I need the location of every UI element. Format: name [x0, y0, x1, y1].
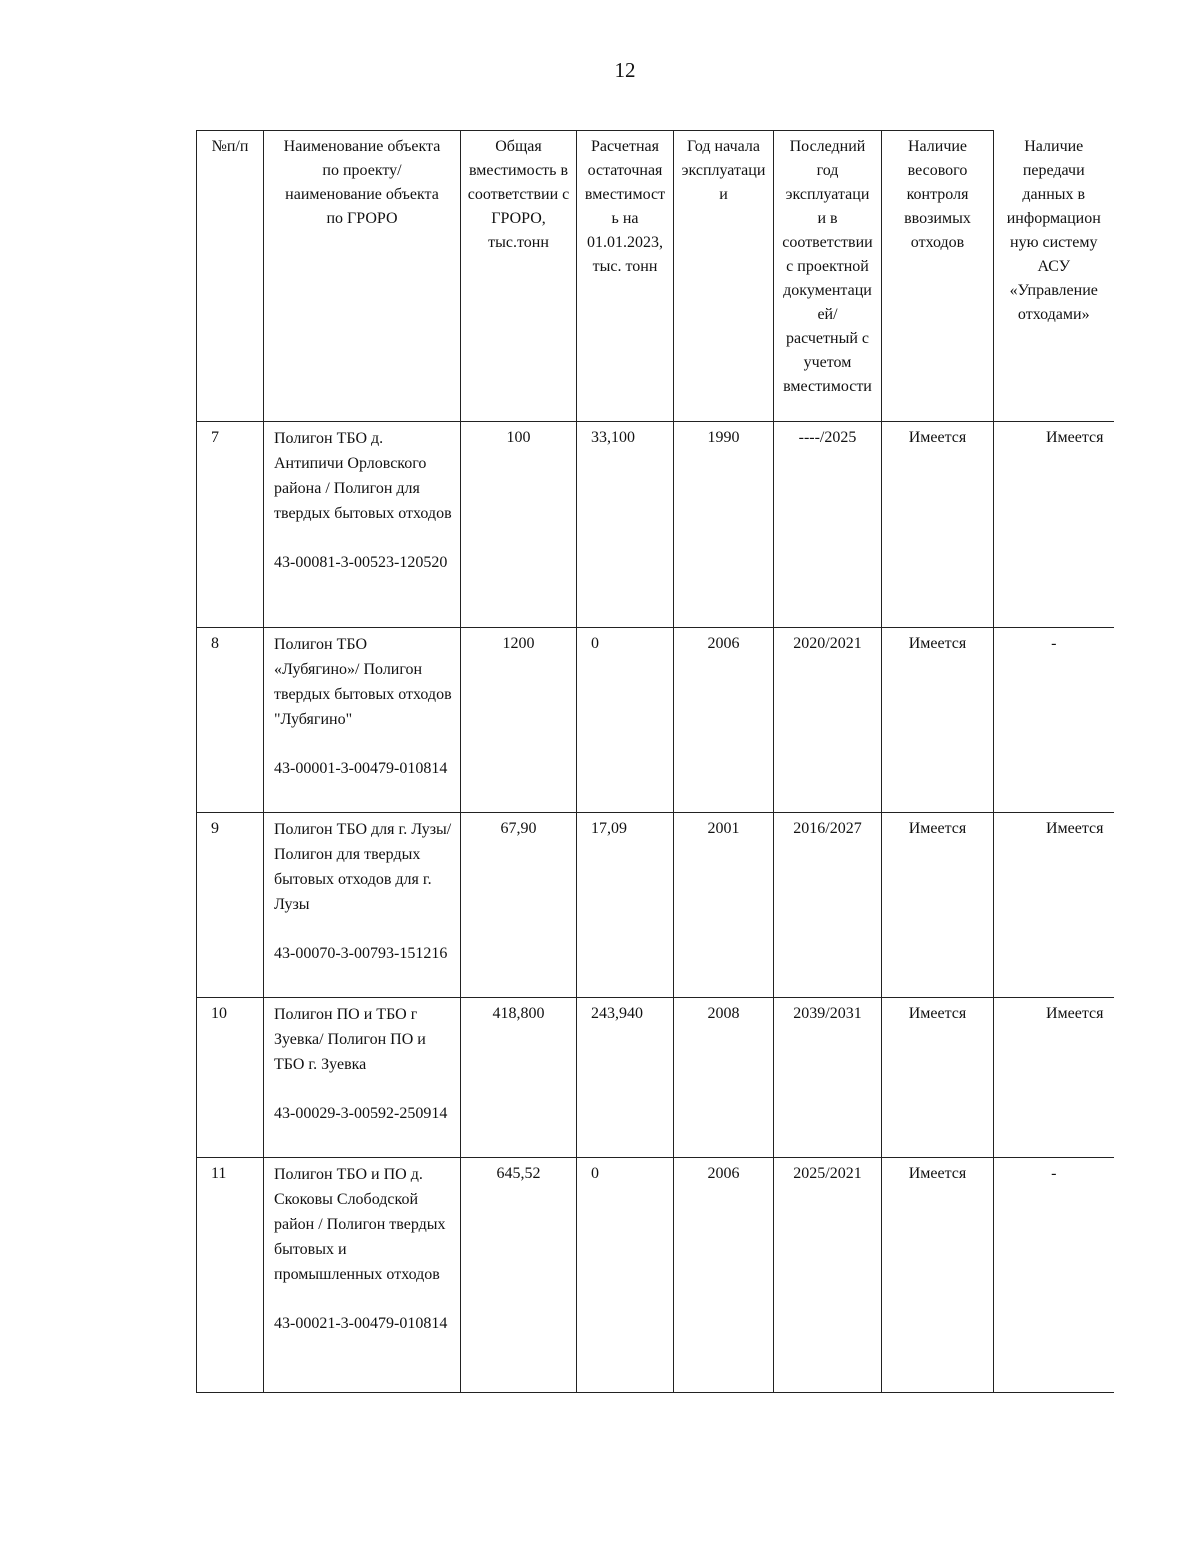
asu-transfer: Имеется	[994, 998, 1114, 1158]
start-year: 2001	[674, 813, 774, 998]
object-name	[264, 813, 461, 998]
header-line: соответствии с	[467, 186, 570, 203]
header-line: наименование объекта	[285, 186, 439, 203]
row-number: 8	[197, 628, 264, 813]
header-line: ь на	[611, 210, 639, 227]
object-name	[264, 628, 461, 813]
header-line: Последний	[789, 138, 866, 155]
weight-control: Имеется	[882, 813, 994, 998]
header-line: Общая	[495, 138, 542, 155]
header-line: по проекту/	[322, 162, 402, 179]
header-cell-weight-control	[882, 131, 994, 422]
last-year: 2020/2021	[774, 628, 882, 813]
object-name	[264, 1158, 461, 1393]
header-cell-capacity	[461, 131, 577, 422]
header-cell-start-year	[674, 131, 774, 422]
remaining-capacity: 243,940	[577, 998, 674, 1158]
table-row	[197, 422, 1114, 628]
registry-code: 43-00001-3-00479-010814	[274, 760, 448, 777]
header-cell-asu-transfer	[994, 131, 1114, 422]
header-line: ную систему	[1010, 233, 1098, 251]
header-line: тыс.тонн	[488, 234, 549, 251]
total-capacity: 67,90	[461, 813, 577, 998]
table-row	[197, 628, 1114, 813]
header-line: эксплуатаци	[681, 162, 766, 179]
header-line: документаци	[783, 282, 872, 299]
weight-control: Имеется	[882, 1158, 994, 1393]
header-line: вместимость в	[468, 162, 569, 179]
header-line: ей/	[817, 306, 838, 323]
header-line: передачи	[1022, 161, 1085, 179]
header-line: весового	[907, 162, 968, 179]
header-line: АСУ	[1037, 257, 1071, 275]
remaining-capacity: 0	[577, 1158, 674, 1393]
header-line: Год начала	[687, 138, 760, 155]
asu-transfer: -	[994, 628, 1114, 813]
header-line: учетом	[803, 354, 852, 371]
object-name	[264, 998, 461, 1158]
last-year: ----/2025	[774, 422, 882, 628]
weight-control: Имеется	[882, 422, 994, 628]
header-line: и	[719, 186, 728, 203]
weight-control: Имеется	[882, 998, 994, 1158]
last-year: 2016/2027	[774, 813, 882, 998]
header-line: вместимости	[783, 378, 872, 395]
landfill-table	[196, 130, 1114, 1393]
table-row	[197, 998, 1114, 1158]
header-line: год	[816, 162, 839, 179]
start-year: 2006	[674, 1158, 774, 1393]
object-name	[264, 422, 461, 628]
header-cell-number	[197, 131, 264, 422]
start-year: 1990	[674, 422, 774, 628]
header-line: с проектной	[786, 258, 869, 275]
header-cell-last-year	[774, 131, 882, 422]
header-line: отходов	[910, 234, 965, 251]
weight-control: Имеется	[882, 628, 994, 813]
registry-code: 43-00029-3-00592-250914	[274, 1105, 448, 1122]
last-year: 2025/2021	[774, 1158, 882, 1393]
header-line: Наличие	[1024, 137, 1084, 155]
total-capacity: 418,800	[461, 998, 577, 1158]
registry-code: 43-00081-3-00523-120520	[274, 554, 448, 571]
table-row	[197, 1158, 1114, 1393]
header-line: и в	[817, 210, 838, 227]
registry-code: 43-00070-3-00793-151216	[274, 945, 448, 962]
asu-transfer: Имеется	[994, 813, 1114, 998]
page-number: 12	[614, 58, 636, 82]
row-number: 7	[197, 422, 264, 628]
header-line: данных в	[1022, 185, 1086, 203]
remaining-capacity: 17,09	[577, 813, 674, 998]
asu-transfer: Имеется	[994, 422, 1114, 628]
header-line: эксплуатаци	[785, 186, 870, 203]
asu-transfer: -	[994, 1158, 1114, 1393]
header-line: «Управление	[1009, 281, 1098, 299]
header-line: Наименование объекта	[283, 138, 441, 155]
object-name-text: Полигон ТБО «Лубягино»/ Полигон твердых бытовых отходов "Лубягино"	[274, 636, 452, 728]
start-year: 2008	[674, 998, 774, 1158]
header-line: Наличие	[907, 138, 968, 155]
header-line: 01.01.2023,	[587, 234, 663, 251]
remaining-capacity: 0	[577, 628, 674, 813]
table-header-row	[197, 131, 1114, 422]
total-capacity: 1200	[461, 628, 577, 813]
row-number: 10	[197, 998, 264, 1158]
header-line: тыс. тонн	[592, 258, 658, 275]
object-name-text: Полигон ТБО д. Антипичи Орловского района / Полигон для твердых бытовых отходов	[274, 430, 452, 522]
total-capacity: 645,52	[461, 1158, 577, 1393]
remaining-capacity: 33,100	[577, 422, 674, 628]
last-year: 2039/2031	[774, 998, 882, 1158]
header-cell-name	[264, 131, 461, 422]
header-line: соответствии	[782, 234, 873, 251]
header-line: вместимост	[584, 186, 666, 203]
start-year: 2006	[674, 628, 774, 813]
registry-code: 43-00021-3-00479-010814	[274, 1315, 448, 1332]
header-line: остаточная	[587, 162, 663, 179]
header-line: отходами»	[1017, 305, 1090, 323]
table-row	[197, 813, 1114, 998]
object-name-text: Полигон ТБО и ПО д. Скоковы Слободской район / Полигон твердых бытовых и промышленных отходов	[274, 1166, 446, 1283]
object-name-text: Полигон ПО и ТБО г Зуевка/ Полигон ПО и ТБО г. Зуевка	[274, 1006, 426, 1073]
row-number: 9	[197, 813, 264, 998]
object-name-text: Полигон ТБО для г. Лузы/ Полигон для твердых бытовых отходов для г. Лузы	[274, 821, 452, 913]
row-number: 11	[197, 1158, 264, 1393]
header-line: информацион	[1006, 209, 1101, 227]
header-line: Расчетная	[591, 138, 659, 155]
header-line: расчетный с	[786, 330, 869, 347]
header-cell-remaining	[577, 131, 674, 422]
header-line: ввозимых	[904, 210, 971, 227]
header-line: №п/п	[211, 138, 249, 155]
header-line: контроля	[906, 186, 969, 203]
header-line: ГРОРО,	[491, 210, 546, 227]
total-capacity: 100	[461, 422, 577, 628]
header-line: по ГРОРО	[326, 210, 398, 227]
